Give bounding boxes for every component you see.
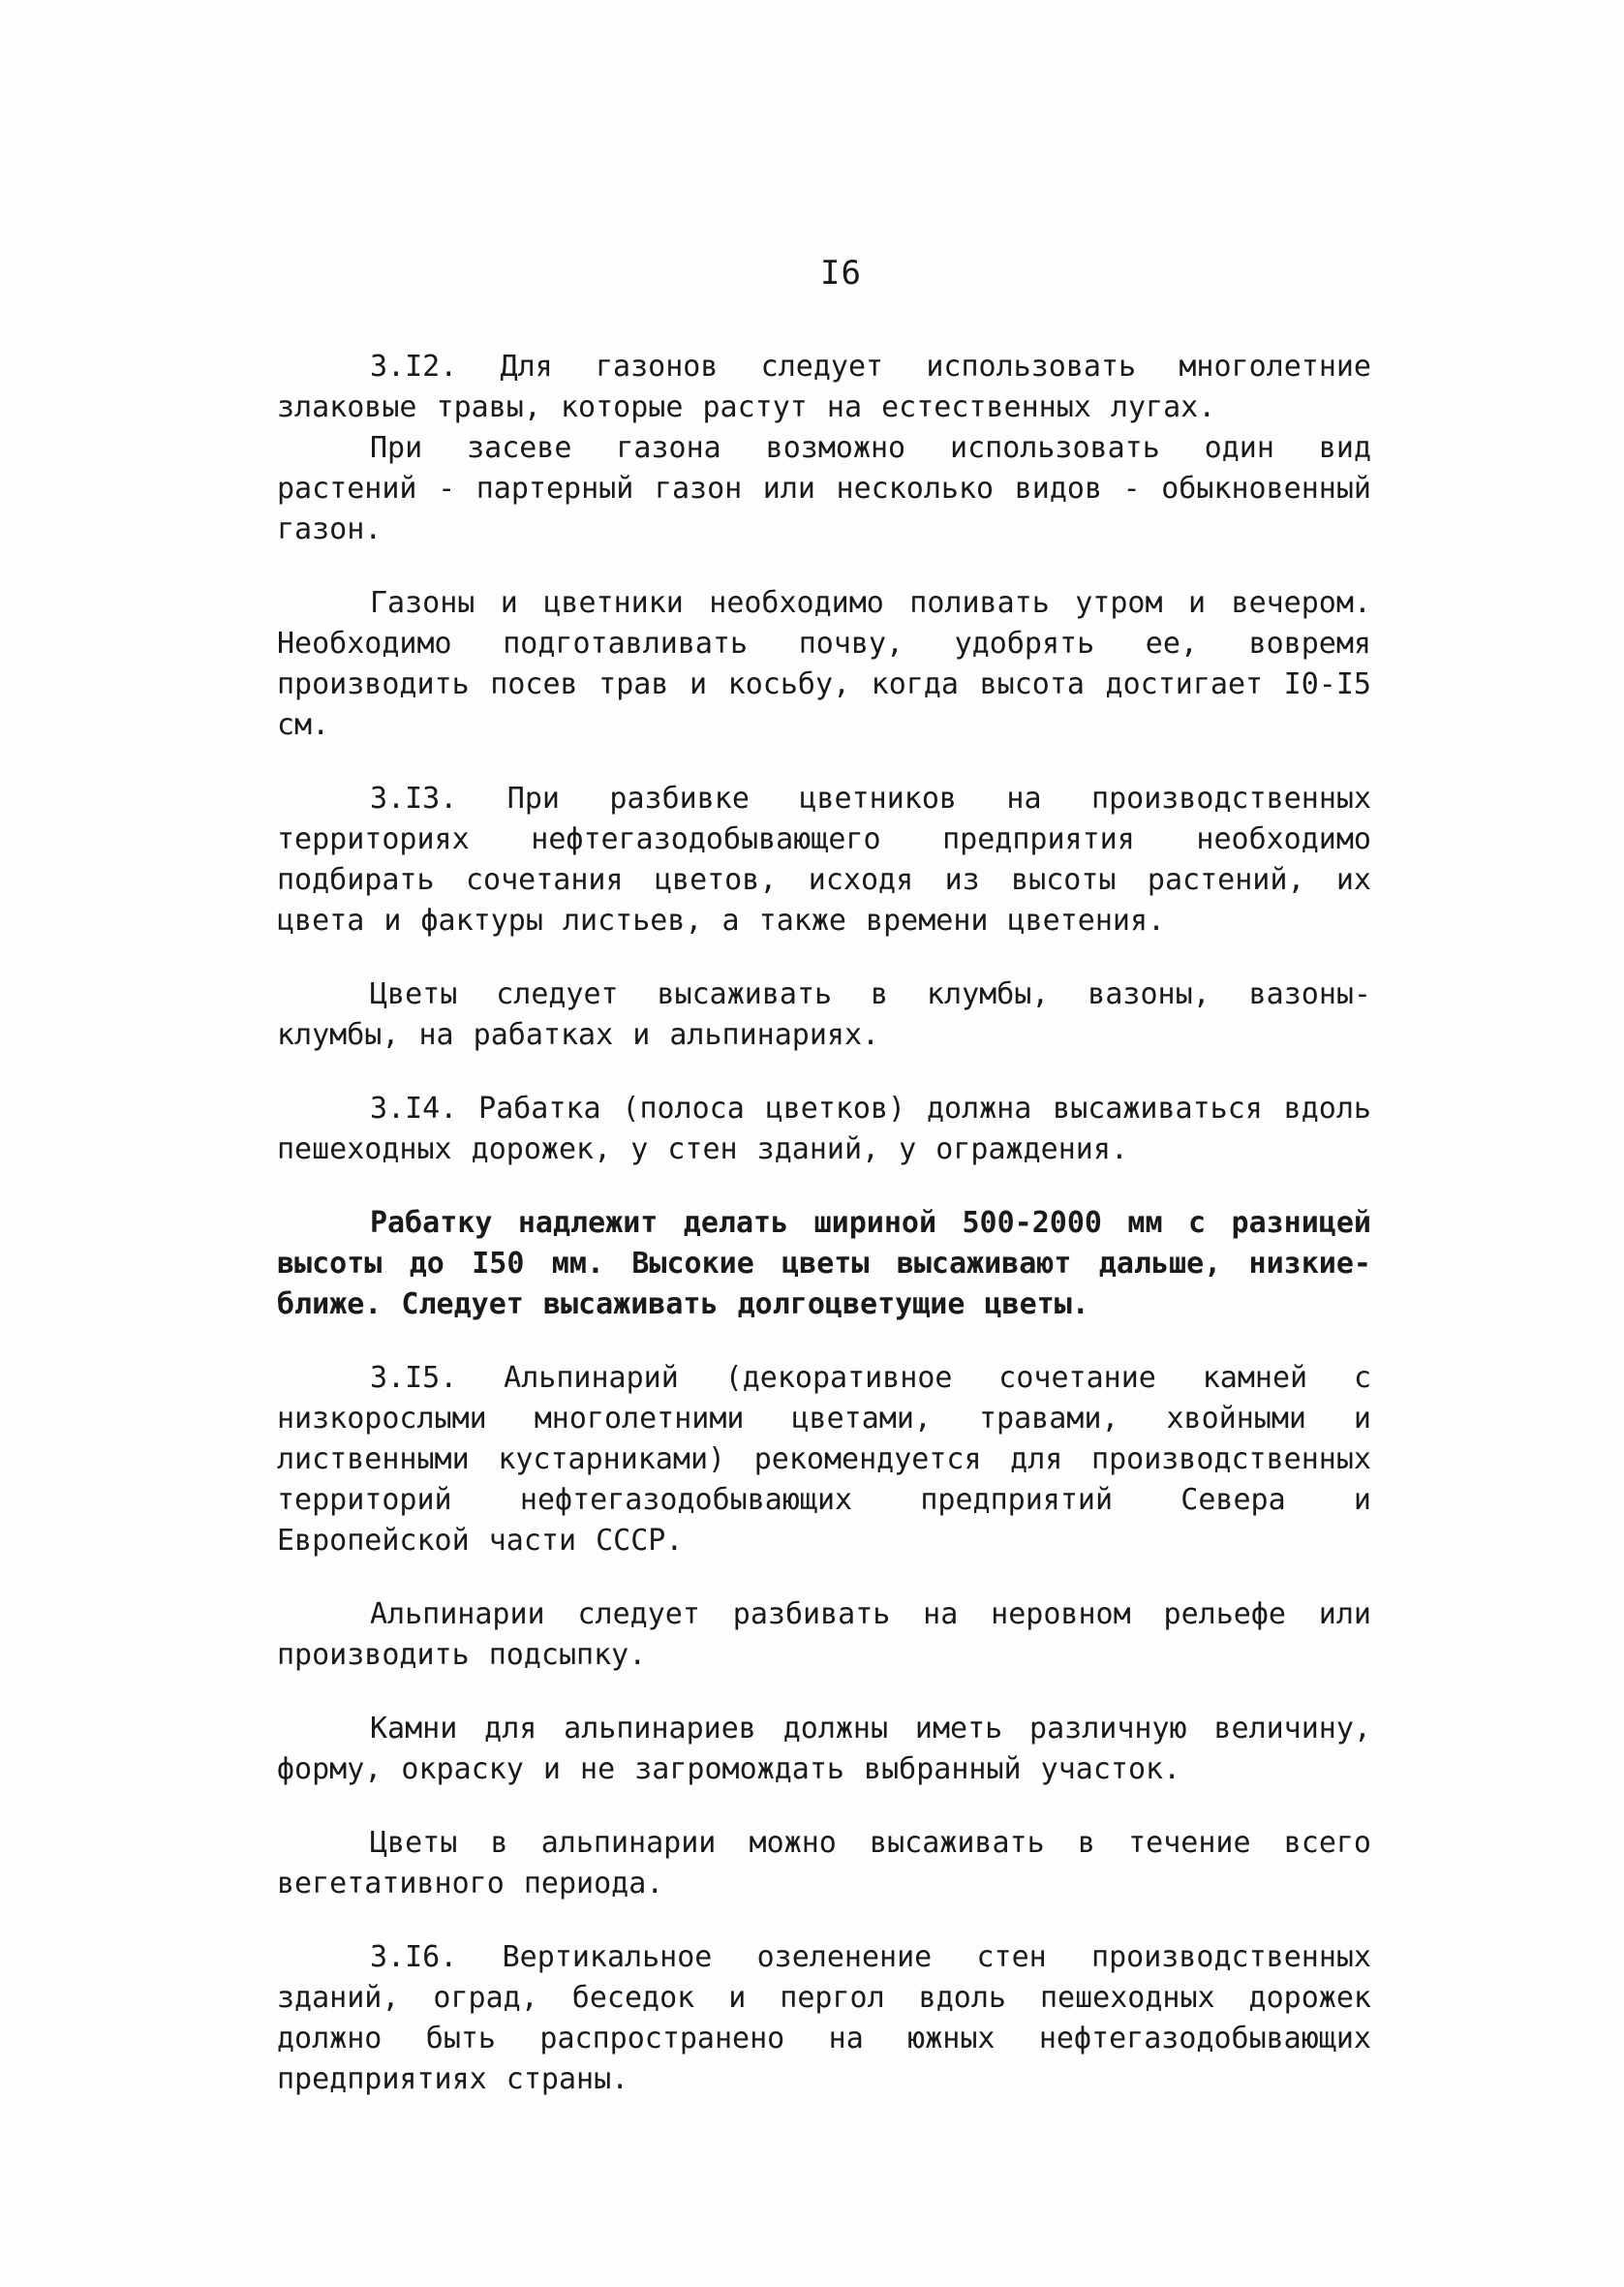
paragraph-rabatka-width: Рабатку надлежит делать шириной 500-2000 мм с разницей высоты до I50 мм. Высокие цветы высаживают дальше, низкие- ближе. Следует высаживать долгоцветущие цветы.: [277, 1206, 1371, 1321]
page-number: I6: [820, 254, 862, 293]
paragraph-3-12: 3.I2. Для газонов следует использовать многолетние злаковые травы, которые растут на естественных лугах.: [277, 350, 1371, 424]
paragraph-lawn-care: Газоны и цветники необходимо поливать утром и вечером. Необходимо подготавливать почву, удобрять ее, вовремя производить посев трав и косьбу, когда высота достигает I0-I5 см.: [277, 586, 1371, 742]
paragraph-alpinarium-flowers: Цветы в альпинарии можно высаживать в течение всего вегетативного периода.: [277, 1826, 1371, 1901]
paragraph-3-13: 3.I3. При разбивке цветников на производственных территориях нефтегазодобывающего предприятия необходимо подбирать сочетания цветов, исходя из высоты растений, их цвета и фактуры листьев, а также времени цветения.: [277, 782, 1371, 938]
paragraph-flower-planting: Цветы следует высаживать в клумбы, вазоны, вазоны-клумбы, на рабатках и альпинариях.: [277, 977, 1371, 1052]
paragraph-alpinarium-stones: Камни для альпинариев должны иметь различную величину, форму, окраску и не загромождать выбранный участок.: [277, 1712, 1371, 1786]
paragraph-lawn-sowing: При засеве газона возможно использовать один вид растений - партерный газон или несколько видов - обыкновенный газон.: [277, 431, 1371, 546]
paragraph-3-14: 3.I4. Рабатка (полоса цветков) должна высаживаться вдоль пешеходных дорожек, у стен зданий, у ограждения.: [277, 1092, 1371, 1166]
document-body: [277, 347, 1371, 2100]
paragraph-alpinarium-relief: Альпинарии следует разбивать на неровном рельефе или производить подсыпку.: [277, 1597, 1371, 1672]
paragraph-3-15: 3.I5. Альпинарий (декоративное сочетание камней с низкорослыми многолетними цветами, травами, хвойными и лиственными кустарниками) рекомендуется для производственных территорий нефтегазодобывающих предприятий Севера и Европейской части СССР.: [277, 1361, 1371, 1558]
paragraph-3-16: 3.I6. Вертикальное озеленение стен производственных зданий, оград, беседок и пергол вдоль пешеходных дорожек должно быть распространено на южных нефтегазодобывающих предприятиях страны.: [277, 1940, 1371, 2096]
